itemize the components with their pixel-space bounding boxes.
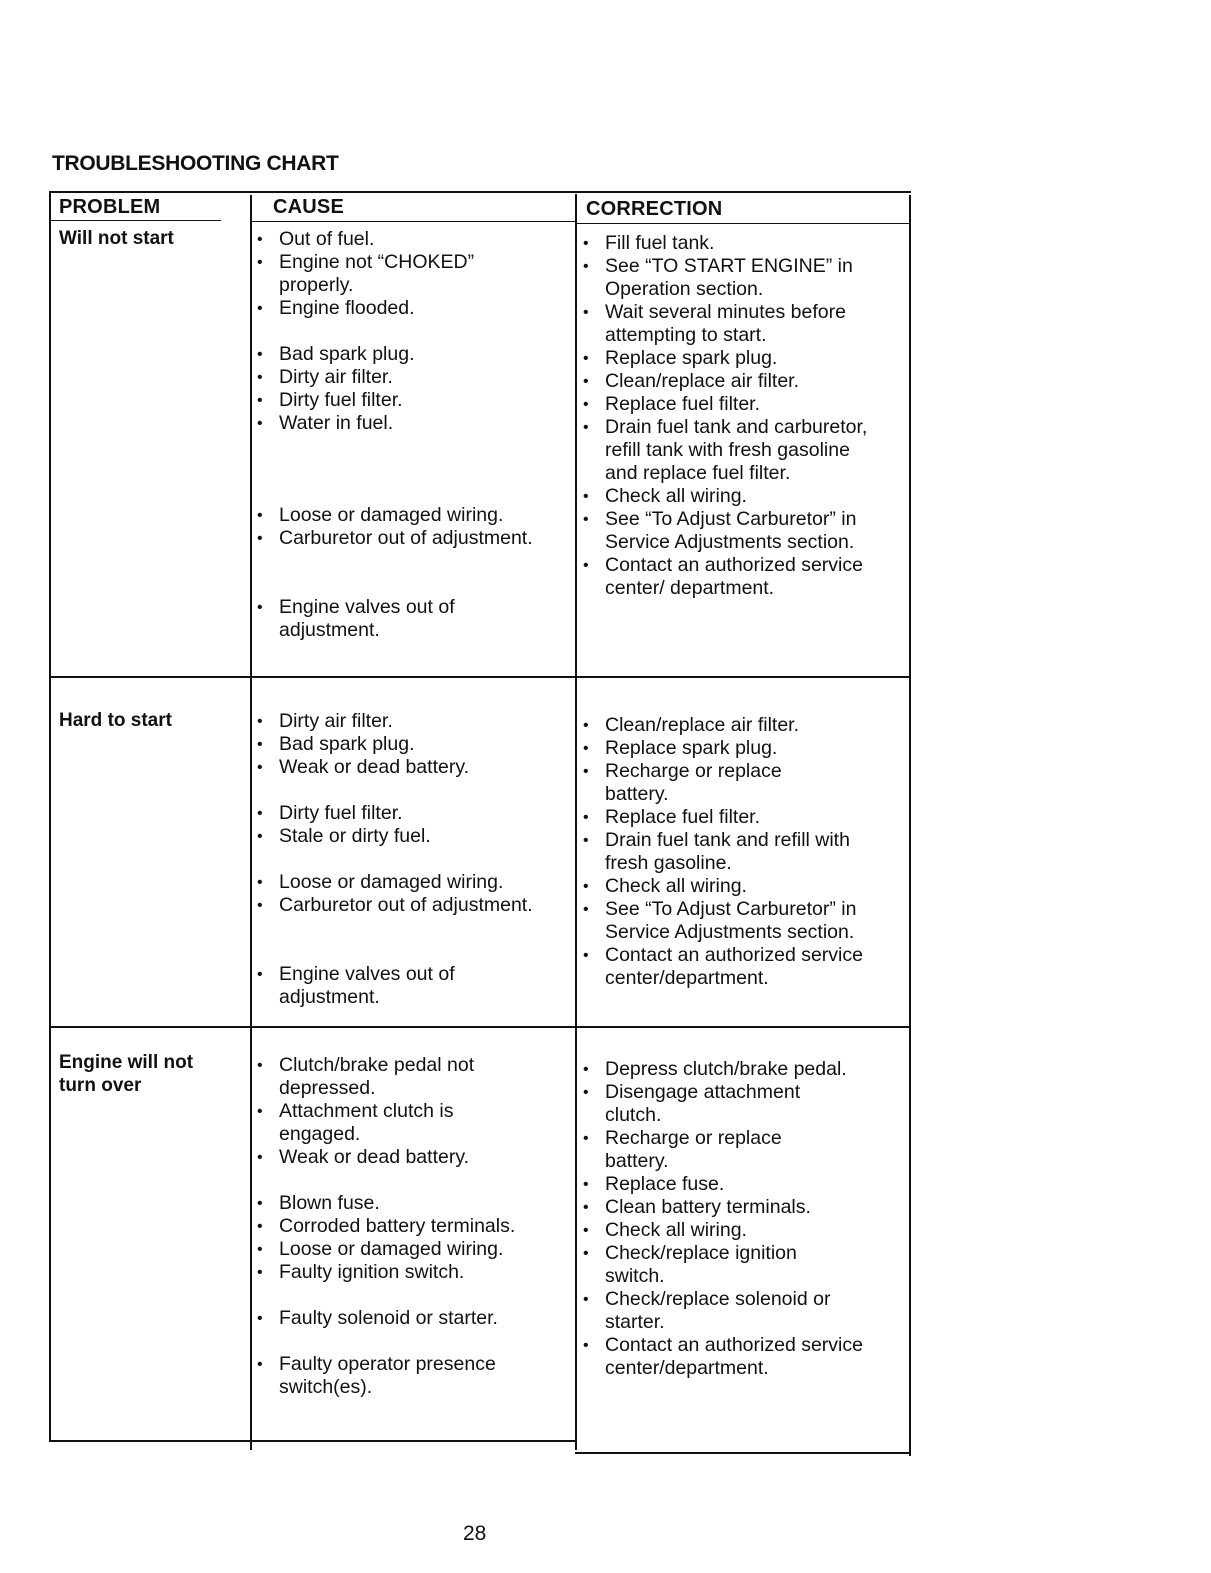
header-correction: CORRECTION bbox=[586, 198, 723, 220]
causes-list-engine-will-not-turn-over bbox=[253, 1054, 575, 1399]
cause-item: • Loose or damaged wiring. bbox=[257, 1238, 504, 1260]
problem-will-not-start: Will not start bbox=[59, 228, 174, 249]
correction-item: • Depress clutch/brake pedal. bbox=[583, 1058, 847, 1080]
spacer bbox=[253, 481, 575, 504]
cause-item: • Bad spark plug. bbox=[257, 343, 415, 365]
corrections-list-will-not-start bbox=[579, 232, 904, 600]
header-cause: CAUSE bbox=[273, 196, 345, 218]
correction-item: • Check all wiring. bbox=[583, 1219, 747, 1241]
correction-item: • Contact an authorized service center/department. bbox=[583, 944, 863, 989]
cause-item: • Engine valves out of adjustment. bbox=[257, 596, 455, 641]
cause-item: • Loose or damaged wiring. bbox=[257, 504, 504, 526]
correction-item: • Replace spark plug. bbox=[583, 347, 778, 369]
cause-item: • Weak or dead battery. bbox=[257, 1146, 470, 1168]
cause-item: • Clutch/brake pedal not depressed. bbox=[257, 1054, 475, 1099]
corrections-list-engine-will-not-turn-over bbox=[579, 1058, 904, 1380]
chart-title: TROUBLESHOOTING CHART bbox=[52, 152, 339, 175]
correction-item: • Wait several minutes before attempting to start. bbox=[583, 301, 846, 346]
column-divider-cause-correction bbox=[575, 194, 577, 1450]
corrections-list-hard-to-start bbox=[579, 714, 904, 990]
page-number: 28 bbox=[463, 1522, 487, 1545]
spacer bbox=[253, 458, 575, 481]
cause-item: • Dirty air filter. bbox=[257, 366, 393, 388]
cause-item: • Attachment clutch is engaged. bbox=[257, 1100, 454, 1145]
cause-item: • Corroded battery terminals. bbox=[257, 1215, 516, 1237]
correction-item: • Replace fuel filter. bbox=[583, 806, 761, 828]
row-divider-2 bbox=[49, 1026, 911, 1028]
causes-list-hard-to-start bbox=[253, 710, 575, 1009]
problem-hard-to-start: Hard to start bbox=[59, 710, 172, 731]
row-divider-1 bbox=[49, 676, 911, 678]
cause-item: • Dirty air filter. bbox=[257, 710, 393, 732]
table-left-border bbox=[49, 191, 51, 1442]
correction-item: • Check all wiring. bbox=[583, 485, 747, 507]
spacer bbox=[253, 848, 575, 871]
correction-item: • See “TO START ENGINE” in Operation section. bbox=[583, 255, 853, 300]
table-top-border bbox=[49, 191, 911, 193]
cause-item: • Blown fuse. bbox=[257, 1192, 380, 1214]
correction-item: • See “To Adjust Carburetor” in Service Adjustments section. bbox=[583, 508, 857, 553]
correction-item: • Disengage attachment clutch. bbox=[583, 1081, 801, 1126]
correction-item: • Replace fuel filter. bbox=[583, 393, 761, 415]
cause-item: • Dirty fuel filter. bbox=[257, 389, 403, 411]
cause-item: • Faulty operator presence switch(es). bbox=[257, 1353, 496, 1398]
cause-item: • Faulty ignition switch. bbox=[257, 1261, 465, 1283]
troubleshooting-table bbox=[49, 191, 913, 1456]
correction-item: • Clean/replace air filter. bbox=[583, 714, 800, 736]
correction-item: • Clean/replace air filter. bbox=[583, 370, 800, 392]
causes-list-will-not-start bbox=[253, 228, 575, 642]
correction-item: • See “To Adjust Carburetor” in Service Adjustments section. bbox=[583, 898, 857, 943]
cause-item: • Out of fuel. bbox=[257, 228, 375, 250]
table-right-border bbox=[909, 195, 911, 1456]
correction-item: • Drain fuel tank and refill with fresh gasoline. bbox=[583, 829, 850, 874]
spacer bbox=[253, 550, 575, 573]
header-rule-problem bbox=[49, 220, 221, 221]
spacer bbox=[253, 320, 575, 343]
cause-item: • Bad spark plug. bbox=[257, 733, 415, 755]
problem-line: Engine will not bbox=[59, 1052, 194, 1073]
spacer bbox=[253, 435, 575, 458]
cause-item: • Dirty fuel filter. bbox=[257, 802, 403, 824]
correction-item: • Check/replace solenoid or starter. bbox=[583, 1288, 831, 1333]
header-rule-cause bbox=[252, 221, 575, 222]
cause-item: • Carburetor out of adjustment. bbox=[257, 527, 533, 549]
correction-item: • Check all wiring. bbox=[583, 875, 747, 897]
cause-item: • Loose or damaged wiring. bbox=[257, 871, 504, 893]
cause-item: • Stale or dirty fuel. bbox=[257, 825, 431, 847]
correction-item: • Replace spark plug. bbox=[583, 737, 778, 759]
correction-item: • Drain fuel tank and carburetor, refill tank with fresh gasoline and replace fuel filter. bbox=[583, 416, 868, 484]
correction-item: • Contact an authorized service center/ department. bbox=[583, 554, 863, 599]
table-bottom-border-right bbox=[575, 1452, 911, 1454]
header-problem: PROBLEM bbox=[59, 196, 161, 218]
spacer bbox=[253, 917, 575, 940]
spacer bbox=[253, 1284, 575, 1307]
column-divider-problem-cause bbox=[250, 195, 252, 1450]
cause-item: • Weak or dead battery. bbox=[257, 756, 470, 778]
correction-item: • Replace fuse. bbox=[583, 1173, 725, 1195]
spacer bbox=[253, 1169, 575, 1192]
cause-item: • Engine flooded. bbox=[257, 297, 415, 319]
spacer bbox=[253, 940, 575, 963]
correction-item: • Check/replace ignition switch. bbox=[583, 1242, 797, 1287]
cause-item: • Faulty solenoid or starter. bbox=[257, 1307, 498, 1329]
cause-item: • Engine not “CHOKED” properly. bbox=[257, 251, 475, 296]
cause-item: • Water in fuel. bbox=[257, 412, 394, 434]
problem-engine-will-not-turn-over bbox=[59, 1051, 193, 1097]
spacer bbox=[253, 1330, 575, 1353]
correction-item: • Fill fuel tank. bbox=[583, 232, 715, 254]
correction-item: • Contact an authorized service center/department. bbox=[583, 1334, 863, 1379]
cause-item: • Carburetor out of adjustment. bbox=[257, 894, 533, 916]
cause-item: • Engine valves out of adjustment. bbox=[257, 963, 455, 1008]
header-rule-correction bbox=[577, 223, 911, 224]
table-bottom-border-left bbox=[49, 1440, 576, 1442]
correction-item: • Recharge or replace battery. bbox=[583, 760, 782, 805]
spacer bbox=[253, 779, 575, 802]
problem-line: turn over bbox=[59, 1075, 142, 1096]
correction-item: • Recharge or replace battery. bbox=[583, 1127, 782, 1172]
spacer bbox=[253, 573, 575, 596]
correction-item: • Clean battery terminals. bbox=[583, 1196, 811, 1218]
